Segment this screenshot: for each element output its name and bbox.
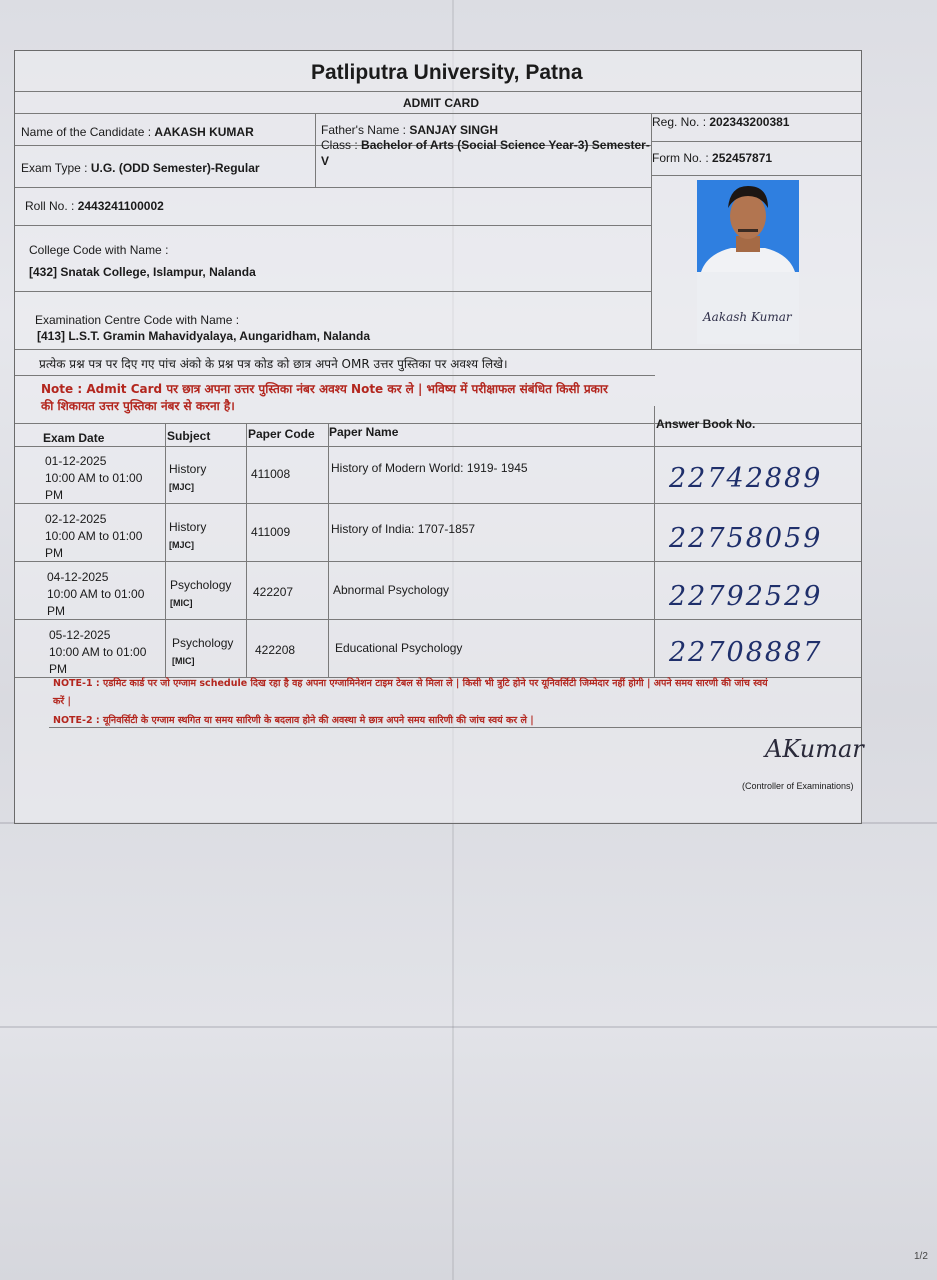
note-1: NOTE-1 : एडमिट कार्ड पर जो एग्जाम schedule दिख रहा है वह अपना एग्जामिनेशन टाइम टेबल से मिला ले | किसी भी त्रुटि होने पर यूनिवर्सिटी जिम्मेदार नहीं होगी | अपने समय सारणी की जांच स्वयं करें | [53, 678, 768, 707]
paper-name-cell: Abnormal Psychology [333, 583, 450, 597]
page-number: 1/2 [914, 1251, 928, 1262]
admit-card-note: Note : Admit Card पर छात्र अपना उत्तर पुस्तिका नंबर अवश्य Note कर ले | भविष्य में परीक्षाफल संबंधित किसी प्रकार की शिकायत उत्तर पुस्तिका नंबर से करना है। [41, 382, 608, 413]
exam-type: Exam Type : U.G. (ODD Semester)-Regular [21, 161, 260, 175]
paper-code-cell: 411008 [251, 467, 291, 481]
subject-cell: Psychology [MIC] [170, 578, 232, 608]
paper-code-cell: 422207 [253, 585, 294, 599]
candidate-photo [697, 180, 799, 344]
roll-number: Roll No. : 2443241100002 [25, 199, 164, 213]
instruction-line: प्रत्येक प्रश्न पत्र पर दिए गए पांच अंको के प्रश्न पत्र कोड को छात्र अपने OMR उत्तर पुस्तिका पर अवश्य लिखे। [39, 357, 508, 371]
class-name: Class : Bachelor of Arts (Social Science Year-3) Semester- V [321, 138, 650, 168]
header-paper-code: Paper Code [248, 427, 315, 441]
reg-number: Reg. No. : 202343200381 [652, 115, 790, 129]
answer-book-number: 22742889 [669, 463, 823, 494]
admit-card [14, 50, 862, 824]
answer-book-number: 22708887 [669, 637, 823, 668]
paper-name-cell: Educational Psychology [335, 641, 463, 655]
admit-card-heading: ADMIT CARD [403, 96, 479, 110]
note-2: NOTE-2 : यूनिवर्सिटी के एग्जाम स्थगित या समय सारिणी के बदलाव होने की अवस्था मे छात्र अपने समय सारिणी की जांच स्वयं कर ले | [53, 715, 534, 726]
answer-book-number: 22792529 [669, 581, 823, 612]
table-row: 05-12-2025 10:00 AM to 01:00 PM [49, 628, 147, 676]
college-name: [432] Snatak College, Islampur, Nalanda [29, 265, 256, 279]
centre-name: [413] L.S.T. Gramin Mahavidyalaya, Aungaridham, Nalanda [37, 329, 370, 343]
answer-book-number: 22758059 [669, 523, 823, 554]
photo-signature: Aakash Kumar [703, 310, 792, 324]
father-name: Father's Name : SANJAY SINGH [321, 123, 499, 137]
header-answer-book: Answer Book No. [656, 417, 756, 431]
university-title: Patliputra University, Patna [311, 61, 583, 84]
controller-title: (Controller of Examinations) [742, 781, 854, 791]
college-label: College Code with Name : [29, 243, 169, 257]
subject-cell: History [MJC] [169, 520, 207, 550]
paper-fold [0, 1026, 937, 1028]
table-row: 02-12-2025 10:00 AM to 01:00 PM [45, 512, 143, 560]
centre-label: Examination Centre Code with Name : [35, 313, 240, 327]
paper-name-cell: History of Modern World: 1919- 1945 [331, 461, 528, 475]
subject-cell: History [MJC] [169, 462, 207, 492]
paper-code-cell: 411009 [251, 525, 291, 539]
subject-cell: Psychology [MIC] [172, 636, 234, 666]
paper-name-cell: History of India: 1707-1857 [331, 522, 476, 536]
form-number: Form No. : 252457871 [652, 151, 773, 165]
header-paper-name: Paper Name [329, 425, 399, 439]
table-row: 04-12-2025 10:00 AM to 01:00 PM [47, 570, 145, 618]
candidate-name: Name of the Candidate : AAKASH KUMAR [21, 125, 254, 139]
controller-signature: AKumar [765, 735, 864, 763]
header-exam-date: Exam Date [43, 431, 105, 445]
paper-code-cell: 422208 [255, 643, 296, 657]
header-subject: Subject [167, 429, 211, 443]
table-row: 01-12-2025 10:00 AM to 01:00 PM [45, 454, 143, 502]
